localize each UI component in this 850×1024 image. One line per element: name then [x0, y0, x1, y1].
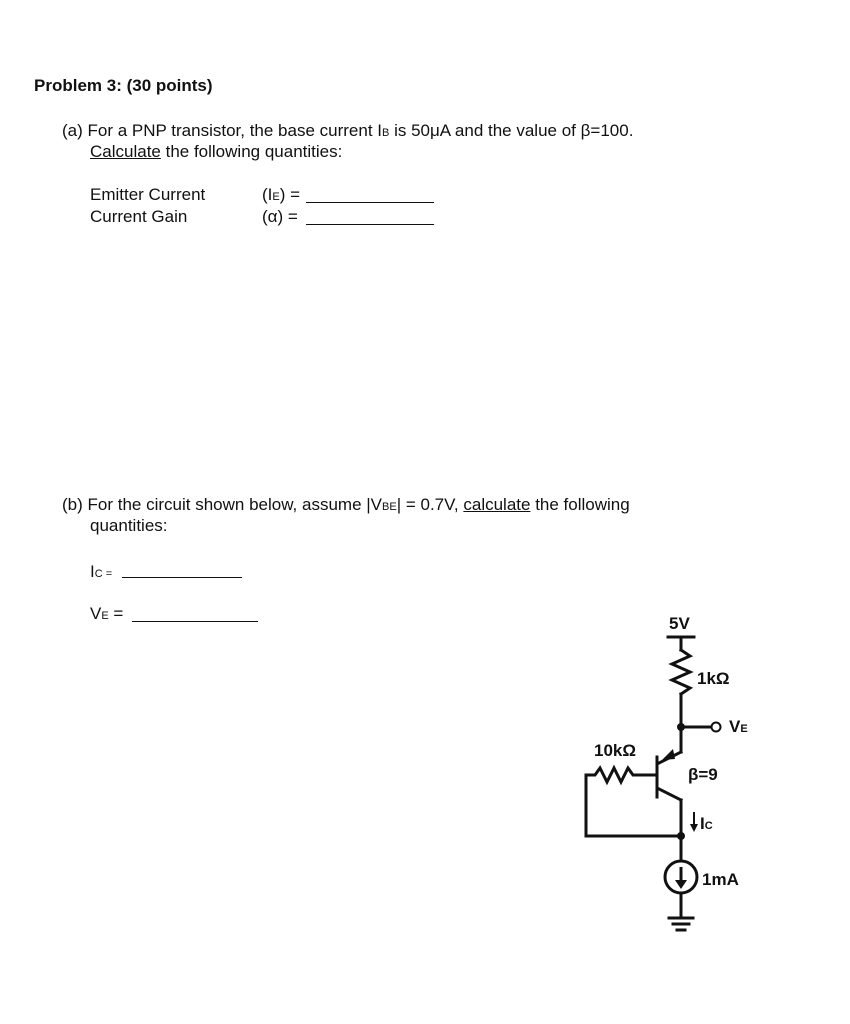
part-b-text-pre: For the circuit shown below, assume |V: [87, 495, 383, 514]
current-gain-label: Current Gain: [90, 207, 188, 226]
ve-pre: V: [90, 604, 102, 623]
ve-subscript: E: [101, 610, 109, 622]
ib-subscript: B: [382, 127, 390, 139]
part-b-label: (b): [62, 495, 83, 514]
part-b-line2: quantities:: [90, 516, 168, 535]
emitter-current-symbol: [262, 185, 300, 205]
part-a-text-rest: is 50μA and the value of β=100.: [389, 121, 634, 140]
ic-arrow-head: [690, 824, 698, 832]
calculate-word-b: calculate: [463, 495, 531, 514]
resistor-10k: [586, 768, 657, 782]
ic-subscript: C: [94, 568, 103, 580]
ie-subscript: E: [272, 191, 280, 203]
ic-node-label: IC: [700, 814, 713, 833]
ie-symbol-post: ) =: [279, 185, 301, 204]
source-arrow-head: [675, 880, 687, 889]
circuit-diagram: [560, 600, 820, 960]
calculate-word: Calculate: [90, 142, 161, 161]
r-top-label: 1kΩ: [697, 669, 730, 688]
beta-label: β=9: [688, 765, 718, 784]
node-ve: [677, 723, 685, 731]
ve-node-label: VE: [729, 717, 748, 736]
part-a-text: For a PNP transistor, the base current I: [87, 121, 383, 140]
part-a-line2-rest: the following quantities:: [160, 142, 343, 161]
ie-symbol-pre: (I: [262, 185, 273, 204]
part-a-label: (a): [62, 121, 83, 140]
ve-eq: =: [108, 604, 124, 623]
vbe-subscript: BE: [382, 501, 397, 513]
part-b-line1: [62, 495, 630, 515]
ic-blank[interactable]: [122, 563, 242, 578]
emitter-current-blank[interactable]: [306, 186, 434, 203]
collector-lead: [659, 789, 681, 800]
part-b-text-post: the following: [530, 495, 630, 514]
ve-blank[interactable]: [132, 605, 258, 622]
source-label: 1mA: [702, 870, 739, 889]
emitter-arrow: [662, 749, 675, 760]
current-gain-symbol: (α) =: [262, 207, 298, 226]
current-gain-blank[interactable]: [306, 208, 434, 225]
node-collector: [677, 832, 685, 840]
part-a-line2: [90, 142, 342, 162]
supply-label: 5V: [669, 614, 690, 633]
part-b-text-mid: | = 0.7V,: [396, 495, 464, 514]
ic-label: [90, 562, 112, 582]
ve-terminal: [712, 723, 721, 732]
r-base-label: 10kΩ: [594, 741, 636, 760]
part-a-line1: [62, 121, 633, 141]
problem-title: Problem 3: (30 points): [34, 76, 213, 95]
ve-label: [90, 604, 123, 624]
ic-pre: I: [90, 562, 95, 581]
emitter-current-label: Emitter Current: [90, 185, 206, 204]
ic-eq: =: [102, 568, 113, 580]
resistor-1k: [672, 650, 690, 694]
